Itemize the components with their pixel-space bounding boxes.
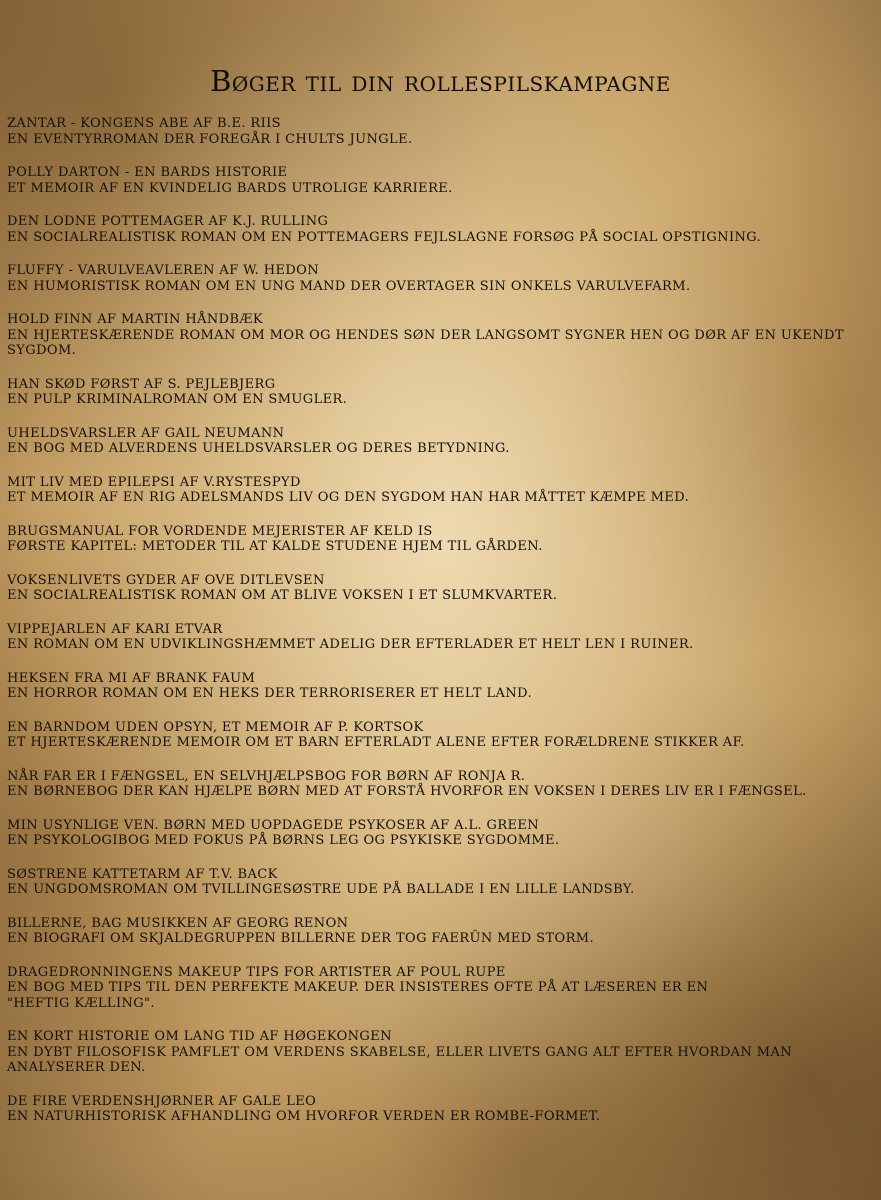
book-entry (7, 867, 879, 898)
book-description: EN NATURHISTORISK AFHANDLING OM HVORFOR VERDEN ER ROMBE-FORMET. (7, 1109, 601, 1124)
book-entry (7, 916, 879, 947)
book-entry (7, 377, 879, 408)
book-entry (7, 965, 879, 1012)
book-description: ET HJERTESKÆRENDE MEMOIR OM ET BARN EFTERLADT ALENE EFTER FORÆLDRENE STIKKER AF. (7, 735, 745, 750)
book-description: EN UNGDOMSROMAN OM TVILLINGESØSTRE UDE PÅ BALLADE I EN LILLE LANDSBY. (7, 882, 635, 897)
book-title: MIT LIV MED EPILEPSI AF V.RYSTESPYD (7, 474, 301, 490)
book-title: EN BARNDOM UDEN OPSYN, ET MEMOIR AF P. KORTSOK (7, 719, 424, 735)
book-description: EN SOCIALREALISTISK ROMAN OM EN POTTEMAGERS FEJLSLAGNE FORSØG PÅ SOCIAL OPSTIGNING. (7, 229, 762, 245)
book-title: VOKSENLIVETS GYDER AF OVE DITLEVSEN (7, 572, 325, 588)
book-entry (7, 1094, 879, 1125)
book-title: UHELDSVARSLER AF GAIL NEUMANN (7, 425, 285, 441)
book-title: BRUGSMANUAL FOR VORDENDE MEJERISTER AF KELD IS (7, 523, 433, 539)
book-entry (7, 214, 879, 245)
book-entry (7, 671, 879, 702)
book-description: EN BØRNEBOG DER KAN HJÆLPE BØRN MED AT FORSTÅ HVORFOR EN VOKSEN I DERES LIV ER I FÆNGSEL. (7, 784, 807, 799)
book-title: HOLD FINN AF MARTIN HÅNDBÆK (7, 312, 263, 327)
book-description: EN BOG MED ALVERDENS UHELDSVARSLER OG DERES BETYDNING. (7, 441, 510, 456)
book-entry (7, 818, 879, 849)
book-entry (7, 720, 879, 751)
book-entry (7, 475, 879, 506)
book-entry (7, 769, 879, 800)
book-title: POLLY DARTON - EN BARDS HISTORIE (7, 165, 288, 180)
book-title: FLUFFY - VARULVEAVLEREN AF W. HEDON (7, 263, 319, 278)
book-title: VIPPEJARLEN AF KARI ETVAR (7, 621, 223, 637)
book-description: EN HORROR ROMAN OM EN HEKS DER TERRORISERER ET HELT LAND. (7, 686, 533, 701)
book-title: DEN LODNE POTTEMAGER AF K.J. RULLING (7, 214, 329, 229)
book-description: EN HJERTESKÆRENDE ROMAN OM MOR OG HENDES SØN DER LANGSOMT SYGNER HEN OG DØR AF EN UKENDT SYGDOM. (7, 327, 844, 358)
book-title: BILLERNE, BAG MUSIKKEN AF GEORG RENON (7, 915, 349, 931)
book-title: DRAGEDRONNINGENS MAKEUP TIPS FOR ARTISTER AF POUL RUPE (7, 964, 506, 980)
book-title: EN KORT HISTORIE OM LANG TID AF HØGEKONGEN (7, 1029, 392, 1044)
book-description: EN DYBT FILOSOFISK PAMFLET OM VERDENS SKABELSE, ELLER LIVETS GANG ALT EFTER HVORDAN MAN ANALYSERER DEN. (7, 1044, 793, 1075)
page-title: Bøger til din rollespilskampagne (210, 64, 671, 98)
book-entry (7, 426, 879, 457)
book-entry (7, 573, 879, 604)
book-title: HEKSEN FRA MI AF BRANK FAUM (7, 670, 256, 686)
book-description: EN EVENTYRROMAN DER FOREGÅR I CHULTS JUNGLE. (7, 131, 413, 147)
book-description: EN BIOGRAFI OM SKJALDEGRUPPEN BILLERNE DER TOG FAERÛN MED STORM. (7, 931, 595, 946)
book-entry (7, 116, 879, 147)
book-description: EN BOG MED TIPS TIL DEN PERFEKTE MAKEUP. DER INSISTERES OFTE PÅ AT LÆSEREN ER EN "HEFTIG KÆLLING". (7, 980, 709, 1011)
book-description: EN SOCIALREALISTISK ROMAN OM AT BLIVE VOKSEN I ET SLUMKVARTER. (7, 588, 558, 603)
book-description: ET MEMOIR AF EN RIG ADELSMANDS LIV OG DEN SYGDOM HAN HAR MÅTTET KÆMPE MED. (7, 490, 690, 505)
book-entry (7, 263, 879, 294)
book-entry (7, 1029, 879, 1076)
book-title: HAN SKØD FØRST AF S. PEJLEBJERG (7, 376, 276, 392)
book-title: ZANTAR - KONGENS ABE AF B.E. RIIS (7, 116, 281, 131)
book-title: MIN USYNLIGE VEN. BØRN MED UOPDAGEDE PSYKOSER AF A.L. GREEN (7, 817, 540, 833)
book-entry (7, 165, 879, 196)
book-entry (7, 312, 879, 359)
book-description: EN PSYKOLOGIBOG MED FOKUS PÅ BØRNS LEG OG PSYKISKE SYGDOMME. (7, 833, 560, 848)
book-description: EN PULP KRIMINALROMAN OM EN SMUGLER. (7, 392, 348, 407)
book-description: ET MEMOIR AF EN KVINDELIG BARDS UTROLIGE KARRIERE. (7, 180, 453, 196)
book-entry (7, 622, 879, 653)
book-title: DE FIRE VERDENSHJØRNER AF GALE LEO (7, 1093, 317, 1109)
book-title: NÅR FAR ER I FÆNGSEL, EN SELVHJÆLPSBOG FOR BØRN AF RONJA R. (7, 768, 526, 784)
book-list (7, 116, 879, 1143)
book-description: EN ROMAN OM EN UDVIKLINGSHÆMMET ADELIG DER EFTERLADER ET HELT LEN I RUINER. (7, 637, 694, 652)
book-title: SØSTRENE KATTETARM AF T.V. BACK (7, 866, 278, 882)
book-entry (7, 524, 879, 555)
book-description: EN HUMORISTISK ROMAN OM EN UNG MAND DER OVERTAGER SIN ONKELS VARULVEFARM. (7, 278, 691, 294)
book-description: FØRSTE KAPITEL: METODER TIL AT KALDE STUDENE HJEM TIL GÅRDEN. (7, 539, 543, 554)
